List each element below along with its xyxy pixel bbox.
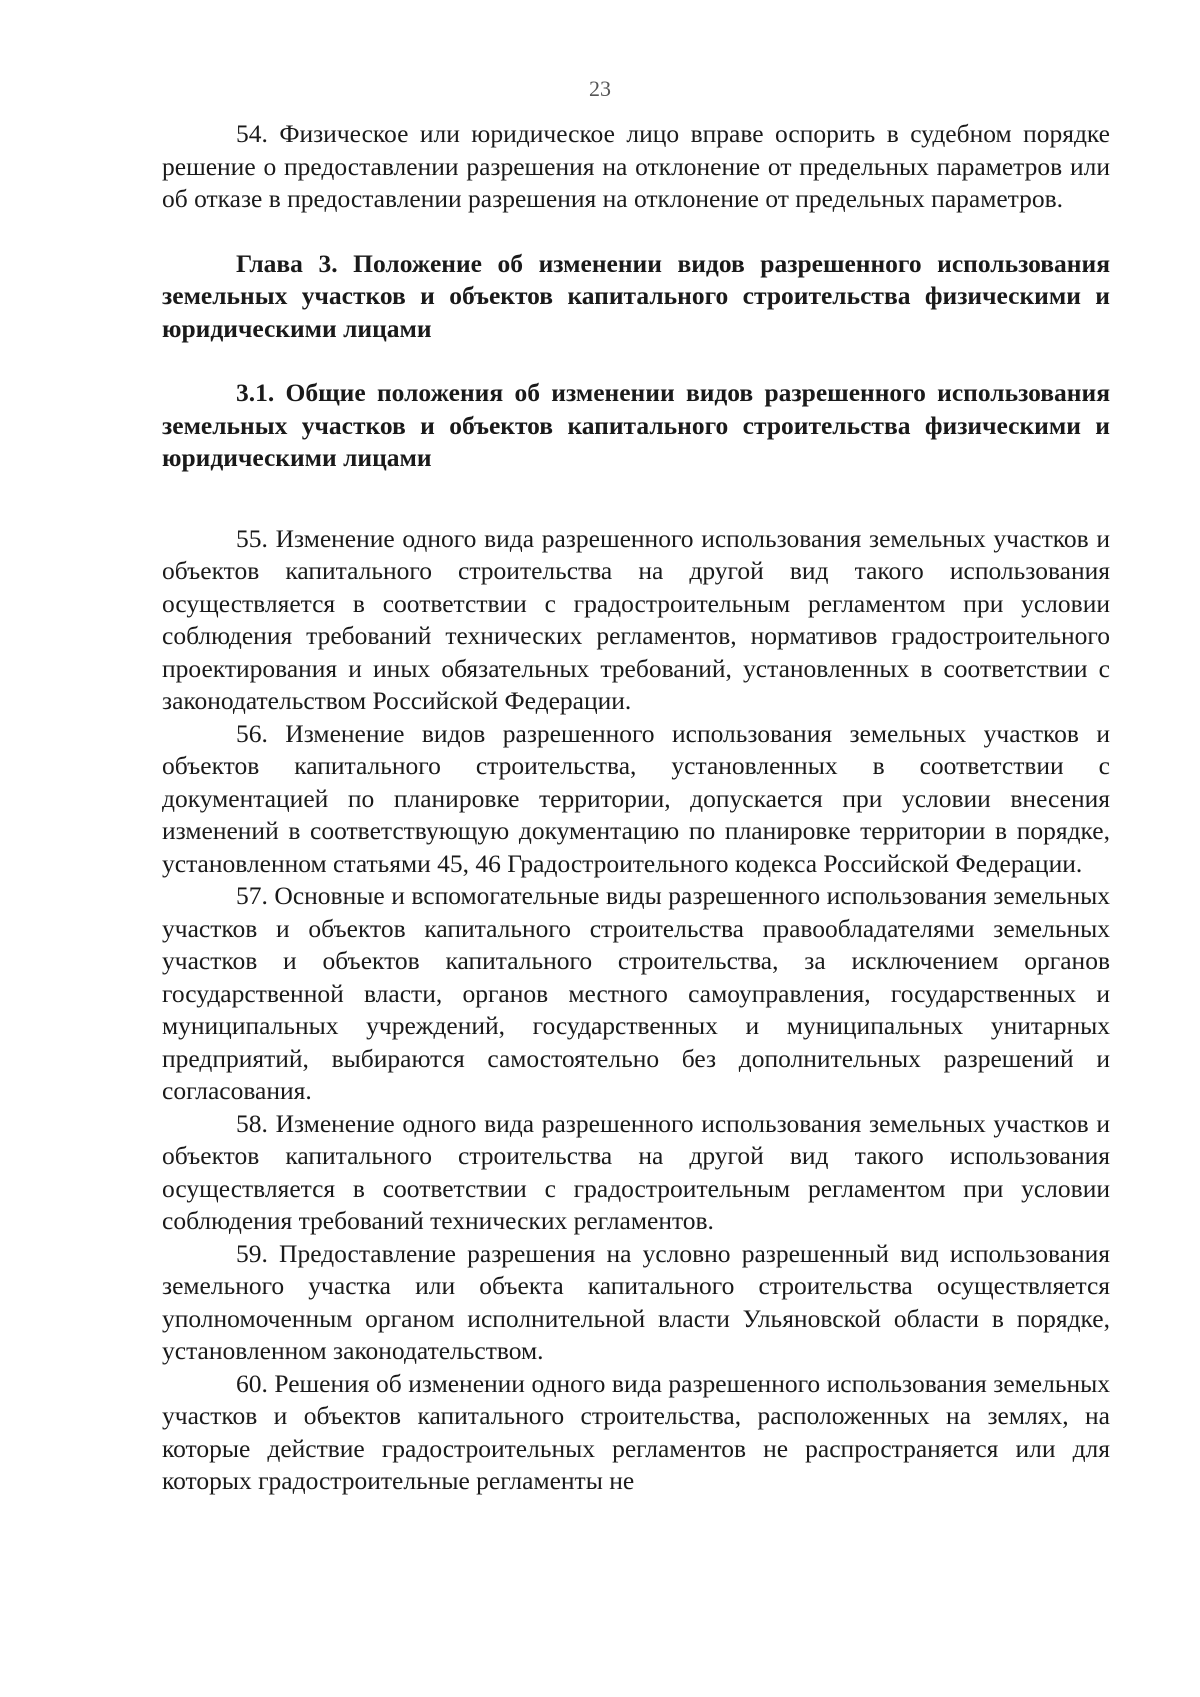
- paragraph-59: 59. Предоставление разрешения на условно разрешенный вид использования земельного участка или объекта капитального строительства осуществляется уполномоченным органом исполнительной власти Ульяновской области в порядке, установленном законодательством.: [162, 1238, 1110, 1365]
- document-body: [162, 118, 1110, 1498]
- paragraph-54: 54. Физическое или юридическое лицо вправе оспорить в судебном порядке решение о предоставлении разрешения на отклонение от предельных параметров или об отказе в предоставлении разрешения на отклонение от предельных параметров.: [162, 119, 1110, 213]
- paragraph-58: 58. Изменение одного вида разрешенного использования земельных участков и объектов капитального строительства на другой вид такого использования осуществляется в соответствии с градостроительным регламентом при условии соблюдения требований технических регламентов.: [162, 1108, 1110, 1235]
- paragraph-60: 60. Решения об изменении одного вида разрешенного использования земельных участков и объектов капитального строительства, расположенных на землях, на которые действие градостроительных регламентов не распространяется или для которых градостроительные регламенты не: [162, 1368, 1110, 1495]
- paragraph-56: 56. Изменение видов разрешенного использования земельных участков и объектов капитального строительства, установленных в соответствии с документацией по планировке территории, допускается при условии внесения изменений в соответствующую документацию по планировке территории в порядке, установленном статьями 45, 46 Градостроительного кодекса Российской Федерации.: [162, 718, 1110, 878]
- section-heading: 3.1. Общие положения об изменении видов разрешенного использования земельных участков и объектов капитального строительства физическими и юридическими лицами: [162, 378, 1110, 472]
- paragraph-55: 55. Изменение одного вида разрешенного использования земельных участков и объектов капитального строительства на другой вид такого использования осуществляется в соответствии с градостроительным регламентом при условии соблюдения требований технических регламентов, нормативов градостроительного проектирования и иных обязательных требований, установленных в соответствии с законодательством Российской Федерации.: [162, 523, 1110, 715]
- page-number: 23: [589, 76, 611, 101]
- paragraph-57: 57. Основные и вспомогательные виды разрешенного использования земельных участков и объектов капитального строительства правообладателями земельных участков и объектов капитального строительства, за исключением органов государственной власти, органов местного самоуправления, государственных и муниципальных учреждений, государственных и муниципальных унитарных предприятий, выбираются самостоятельно без дополнительных разрешений и согласования.: [162, 881, 1110, 1105]
- chapter-heading: Глава 3. Положение об изменении видов разрешенного использования земельных участков и объектов капитального строительства физическими и юридическими лицами: [162, 248, 1110, 343]
